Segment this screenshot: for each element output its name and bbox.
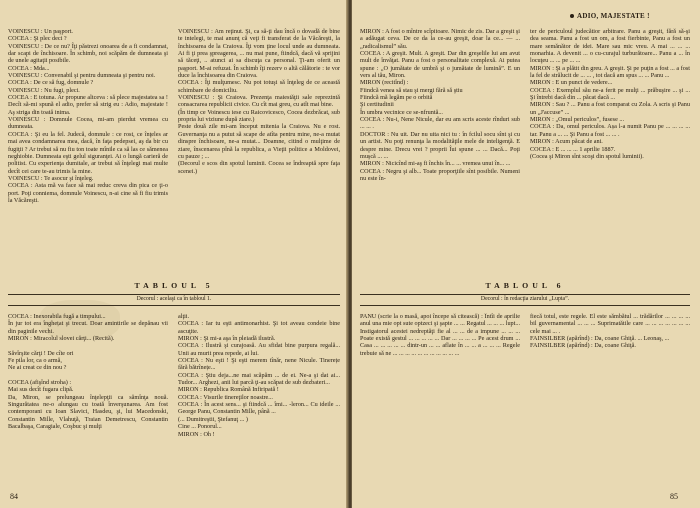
- decor-note: Decorul : acelaşi ca în tabloul 1.: [136, 296, 212, 302]
- left-bottom-column-1: COCEA : Inexorabila fugă a timpului... În jur tot era înghețat şi trecut. Doar amintirile se depănau vii din paginile vechi. MIRON : Miracolul slovei cărţi... (Recită). Săvîrşite cărţi ! De cîte ori Fe pila lor, ca o armă, Ne ai creat ce din nou ? COCEA (afişînd stroha) : Mai sus decît fugara clipă. Da, Miron, se prelungeau înţelepţii ca sămînţa nouă. Singurătatea ne-o alungau cu toată înverşunarea. Am fost contemporani cu Ioan Slavici, Hasdeu, şi, lui Macedonski, Constantin Mille, Vlahuţă, Traian Demetrescu, Constantin Bacalbaşa, Caragiale, Coşbuc şi mulţi: [8, 313, 168, 431]
- right-page: [352, 0, 700, 508]
- divider-rule: [8, 305, 340, 306]
- divider-rule: [8, 294, 340, 295]
- page-number: 84: [10, 492, 18, 501]
- right-bottom-column-2: fiecă totul, este regele. El este sămbătul ... trădărilor ... ... ... ... bil guvernamental ... ... ... Suprimatătile care ... ... ... ... ... ... ... cele mai ... . FAINSILBER (apărînd) : Da, coane Ghiţă. ... Leonaş, ... FAINSILBER (apărînd) : Da, coane Ghiţă.: [530, 313, 690, 350]
- tableau-6-heading: TABLOUL 6: [485, 281, 565, 290]
- left-bottom-column-2: alţii. COCEA : Iar tu eşti antimonarhist. Şi tot aveau condeie bine ascuţite. MIRON : Şi mi-a aşa în pleiadă ilustră. COCEA : Ilustră şi curajoasă. Au sfidat bine purpura regală... Unii au murit prea repede, ai lui. COCEA : Nu eşti ! Şi eşti merem tînăr, nene Nicule. Tinerețe fără bătrînețe... COCEA : Ştiu deja...ne mai scăpăm ... de ei. Ne-a şi dat ai... Tudor... Arghezi, anii lui parcă ţi-au scăpat de sub dezbateri... MIRON : Republica Română Infiripată ! COCEA : Visurile tinereţilor noastre... COCEA : În acest sens... şi fiindcă ... îmi... -leron... Cu ideile ... George Panu, Constantin Mille, până ... (... Dumitreştii, Ştefanuţ ... ) Cine ... Ponorul... MIRON : Oh !: [178, 313, 340, 438]
- right-top-column-2: ter de periculoul judecătior arbitrare. Panu a greşit, fără să-şi dea seama. Panu a fost un om, a fost fierbinte, Panu a fost un mare semănător de idei. Mare sau mic vreu. A mai ... ... ... monarhia. A devenit ... o cu-curajul turburătoare... Panu a ... în locuţeu ... ... pe ... ... MIRON : Şi a plătit din greu. A greşit. Şi pe puţin a fost ... a fost la fel de strălucit de ... ... , tot dacă am spus ... ... Panu ... MIRON : E un punct de vedere... COCEA : Exemplul său ne-a ferit pe mulţi ... prăbuşire ... şi ... Şi întrebi dacă din ... păcat dacă ... MIRON : Sau ? ... Panu a fost comparat cu Zola. A scris şi Panu un „J'accuse” ... MIRON : „Omul periculos”, fusese ... COCEA : Da, omul periculos. Așa l-a numit Panu pe ... ... ... ... tar. Panu a ... ... Şi Panu a fost ... ... . MIRON : Acum păcat de ani. COCEA : E ... ... ... 1 aprilie 1887. (Cocea şi Miron sînt scoşi din spotul luminii).: [530, 28, 690, 160]
- left-top-column-1: VOINESCU : Un paşport. COCEA : Şi plec deci ? VOINESCU : De ce nu? Îţi păstrezi onoarea de a fi condamnat, dar scapi de închisoare. În schimb, noi scăpăm de dumneata şi de unele agitaţii posibile. COCEA : Mda... VOINESCU : Convenabil şi pentru dumneata şi pentru noi. COCEA : De ce să fug, domnule ? VOINESCU : Nu fugi, pleci. COCEA : E totuna. Ar propune altceva : să plece majestatea sa ! Decît să-mi spună el adio, prefer să strig eu : Adio, majestate ! Aş striga din toată inima. VOINESCU : Domnule Cocea, mi-am pierdut vremea cu dumneata. COCEA : Şi eu la fel. Judecă, domnule : ce rost, ce înţeles ar mai avea condamnarea mea, dacă, în faţa pedepsei, aş da bir cu fugiţii ? Ar trebui să nu fiu ton toate mînile ca să las ce sămenea neghiobie. Dumneata eşti gelul siguranţei. Ai o lungă carieră de politist. Cu experienţa dumitale, ar trebui să înţelegi mai multe decît cei care te-au trimis la mine. VOINESCU : Te asocur şi înţeleg. COCEA : Asta mă va face să mai reduc creva din pica ce ţi-o port. Poţi conniema, domnule Voinescu, n-ai cine să fi fiu trimis la Văcăreşti.: [8, 28, 168, 204]
- bullet-icon: [570, 14, 574, 18]
- divider-rule: [360, 294, 690, 295]
- tableau-5-heading: TABLOUL 5: [134, 281, 214, 290]
- decor-note: Decorul : în redacţia ziarului „Lupta”.: [480, 296, 570, 302]
- running-header: ADIO, MAJESTATE !: [570, 12, 650, 20]
- left-page: [0, 0, 348, 508]
- divider-rule: [360, 305, 690, 306]
- page-number: 85: [670, 492, 678, 501]
- left-top-column-2: VOINESCU : Am reţinut. Şi, ca să-ţi dau încă o dovadă de bine te intelegi, te mai anunţ că veţi fi transferat de la Văcăreşti, la închisoarea de la Craiova. Îţi vom ţine locul unde au dumneata. Ai fi ţi prea şpreagerea, ... nu mai pune, fiindcă, dacă vă sprijini să tăceţi, .. atunci ai sa discuţa ca personal. Ţi-am oferit un paşport. M-ai refuzat. În schimb îţi rezerv o altă călătorie : te vor duce la închisoarea din Craiova. COCEA : Îţi mulţumesc. Nu pot totuşi să înţeleg de ce această schimbare de domiciliu. VOINESCU : Şi Craiova. Prezenţa maiestăţii sale reprezintă consacrarea republicii civice. Cu cît mai greu, cu atît mai bine. (În timp ce Voinescu iese cu Raicovicesco, Cocea dezbrăcat, sub propria lui viziune după ziare.) Peste două zile mi-am început mitenia la Craiova. Nu e rost. Guvernanţa nu a putut să scape de atîta pentru mine, ne-a mutat dinspre închisoare, ne-a mutat... Doamne, citind o mulţime de ziare, înscenarea pînă la republica, a Vieţii politice a Moldovei, cu pauze ; ... (Decorul e scos din spotul luminii. Cocea se îndreaptă spre faţa scenei.): [178, 28, 340, 175]
- right-bottom-column-1: PANU (scrie la o masă, apoi începe să citească) : Întîi de aprilie anul una mie opt sute optzeci şi şapte ... ... Regatul ... ... ... lupt... Instigatorul acestei nedreptăţi fie al ... ... de a impune ... ... ... Poate există gestul ... ... ... ... ... Dar ... ... ... ... Pe acest drum ... Casa ... ... ... ... ... dintr-un ... ... aflate în ... ... a ... ... ... Regele trebuie să ne ... ... ... ... ... ... ... ... ... ... ...: [360, 313, 520, 357]
- right-top-column-1: MIRON : A fost o mîntre scîpitoare. Nimic de zis. Dar a greşit şi a adăugat ceva. De ce da la ce-au greşit, doar la ce... — ... „radicalismul” său. COCEA : A greşit. Mult. A greşit. Dar din greşelile lui am avut mult de învăţat. Panu a fost o personalitate complexă. Ai putea spune : „O jumătate de umbră şi o jumătate de lumină”. E un vers al tău, Miron. MIRON (recitînd) : Fiindcă venea să stau şi mergi fără să ştiu Fiindcă mă legăm pe o orbită Şi certitudinii În umbra vecinice ce se-nfruntă... COCEA : Nu-i, Nene Nicule, dar eu am scris aceste rînduri sub ... ... . DOCTOR : Nu uit. Dar nu uita nici tu : în fcilul socu sînt şi cu un artist. Nu poţi renunţa la modalităţile mele de inteligenţă. E despre mine. Drecu vrei ? proprii Îui spune ... ... Dacă... Poţi muşcă ... ... MIRON : Nicicînd mi-aş fi închis în... ... vremea unui în... ... COCEA : Negru şi alb... Toate proporţiile sînt posibile. Numeni nu este în-: [360, 28, 520, 182]
